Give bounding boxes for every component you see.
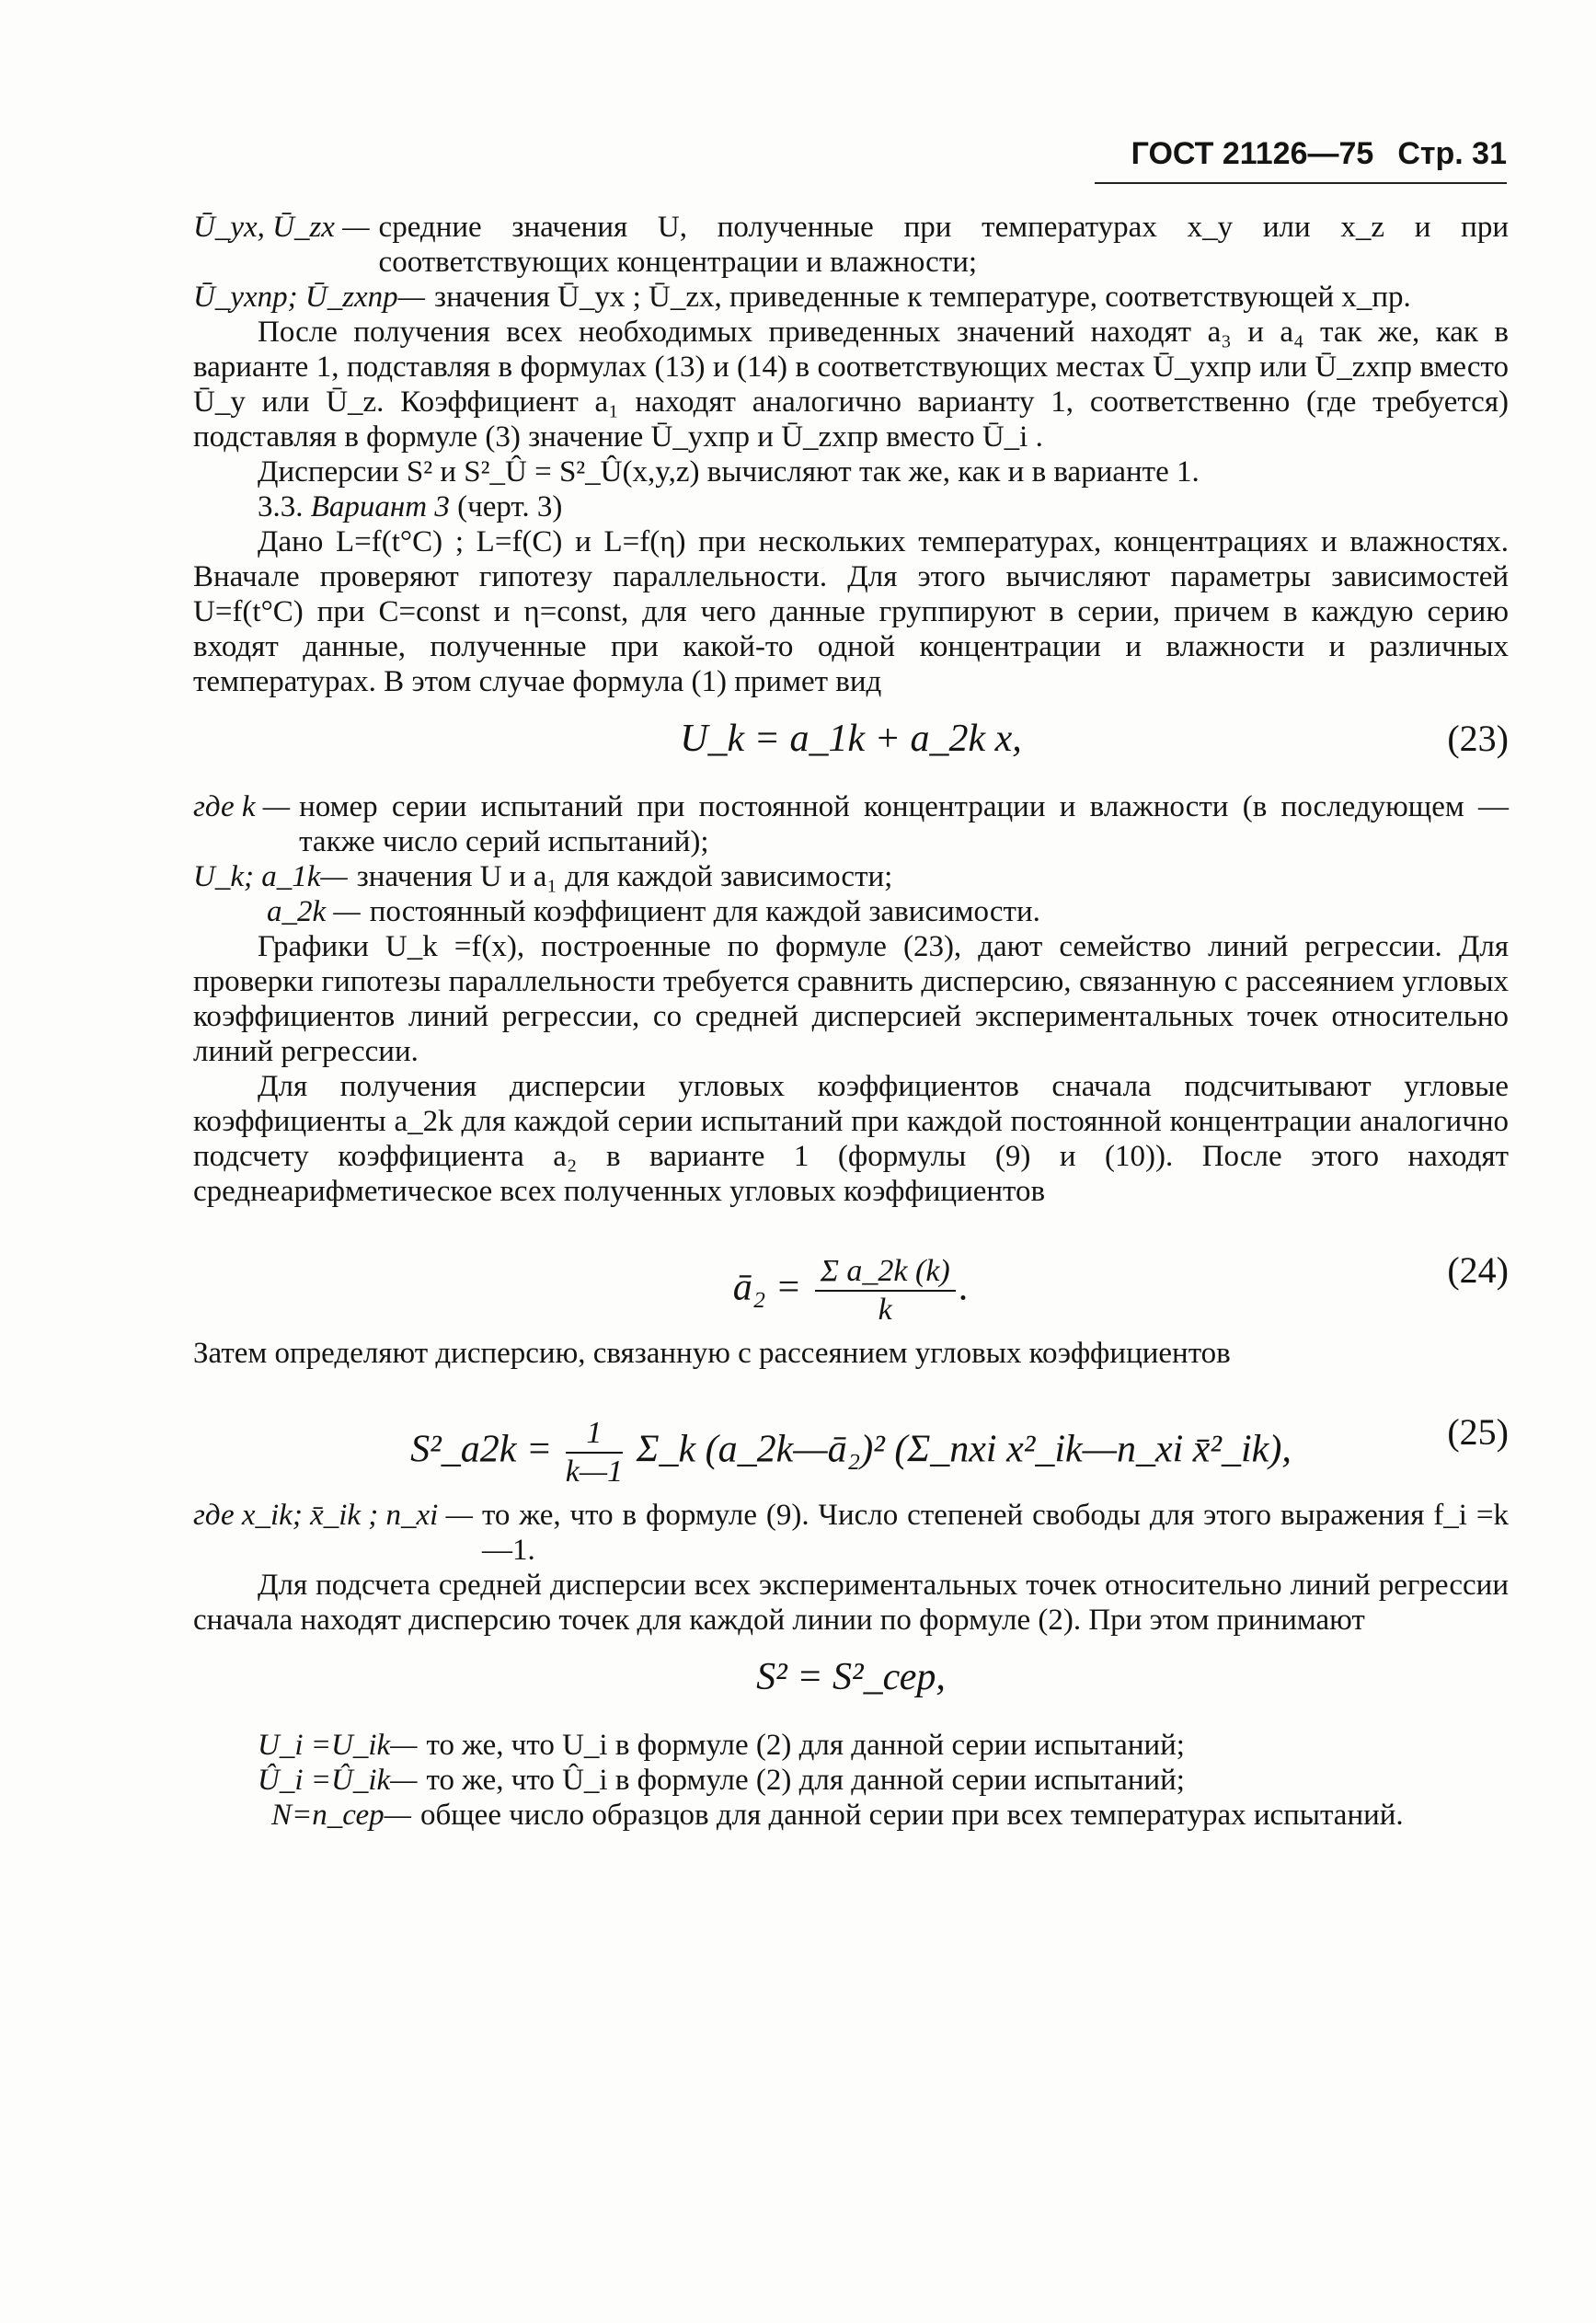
where-text: номер серии испытаний при постоянной концентрации и влажности (в последующем — также число серий испытаний);	[299, 790, 1509, 858]
paragraph: Для подсчета средней дисперсии всех экспериментальных точек относительно линий регрессии сначала находят дисперсию точек для каждой линии по формуле (2). При этом принимают	[193, 1569, 1509, 1637]
where-text: значения U и a₁ для каждой зависимости;	[356, 860, 893, 893]
section-title: Вариант 3	[310, 490, 450, 523]
equation-24	[193, 1222, 1509, 1327]
where-text: то же, что Û_i в формуле (2) для данной серии испытаний;	[426, 1764, 1185, 1797]
fraction-denominator: k	[878, 1293, 892, 1327]
equation-left: S²_a2k =	[410, 1428, 553, 1471]
page-header	[1095, 136, 1507, 172]
where-label: Û_i =Û_ik—	[258, 1764, 418, 1797]
equation-23	[193, 712, 1509, 776]
where-item	[193, 789, 1509, 859]
where-item	[193, 1763, 1509, 1798]
where-text: общее число образцов для данной серии при всех температурах испытаний.	[419, 1799, 1404, 1832]
equation-number: (24)	[1447, 1249, 1509, 1291]
equation-left: ā₂ =	[732, 1266, 802, 1309]
paragraph: После получения всех необходимых приведенных значений находят a₃ и a₄ так же, как в варианте 1, подставляя в формулах (13) и (14) в соответствующих местах Ū_yxпр или Ū_zxпр вместо Ū_y или Ū_z. Коэффициент a₁ находят аналогично варианту 1, соответственно (где требуется) подставляя в формуле (3) значение Ū_yxпр и Ū_zxпр вместо Ū_i .	[193, 316, 1509, 454]
where-label: где k —	[193, 790, 291, 823]
definition-label: Ū_yx, Ū_zx —	[193, 211, 370, 244]
where-item	[193, 1498, 1509, 1568]
where-item	[193, 1798, 1509, 1833]
paragraph: Для получения дисперсии угловых коэффициентов сначала подсчитывают угловые коэффициенты a_2k для каждой серии испытаний при каждой постоянной концентрации аналогично подсчету коэффициента a₂ в варианте 1 (формулы (9) и (10)). После этого находят среднеарифметическое всех полученных угловых коэффициентов	[193, 1070, 1509, 1208]
fraction	[815, 1253, 956, 1328]
equation-25	[193, 1384, 1509, 1489]
equation-number: (23)	[1447, 718, 1509, 759]
definition-label: Ū_yxпр; Ū_zxпр—	[193, 281, 426, 314]
fraction	[566, 1415, 623, 1490]
section-reference: (черт. 3)	[457, 490, 563, 523]
fraction-numerator: 1	[566, 1415, 623, 1454]
section-heading	[193, 489, 1509, 524]
where-item	[193, 894, 1509, 929]
definition-uyx	[193, 210, 1509, 280]
where-label: где x_ik; x̄_ik ; n_xi —	[193, 1499, 473, 1532]
equation-body: S² = S²_сер,	[756, 1656, 946, 1698]
paragraph: Затем определяют дисперсию, связанную с рассеянием угловых коэффициентов	[193, 1337, 1231, 1370]
paragraph: Дано L=f(t°C) ; L=f(C) и L=f(η) при нескольких температурах, концентрациях и влажностях. Вначале проверяют гипотезу параллельности. Для этого вычисляют параметры зависимостей U=f(t°C) при C=const и η=const, для чего данные группируют в серии, причем в каждую серию входят данные, полученные при какой-то одной концентрации и влажности и различных температурах. В этом случае формула (1) примет вид	[193, 525, 1509, 698]
where-item	[193, 859, 1509, 894]
page-number: Стр. 31	[1397, 136, 1507, 171]
fraction-numerator: Σ a_2k (k)	[815, 1253, 956, 1292]
standard-number: ГОСТ 21126—75	[1131, 136, 1374, 171]
equation-body: U_k = a_1k + a_2k x,	[680, 718, 1022, 760]
equation-body: ā₂ = $\frac{\text{Σ a\_2k (k)}}{k}$ .	[732, 1254, 970, 1327]
where-item	[193, 1728, 1509, 1763]
document-body	[193, 210, 1509, 1833]
header-rule	[1095, 182, 1507, 184]
where-label: U_k; a_1k—	[193, 860, 348, 893]
where-text: то же, что в формуле (9). Число степеней свободы для этого выражения f_i =k—1.	[481, 1499, 1509, 1567]
where-text: постоянный коэффициент для каждой зависимости.	[369, 895, 1040, 928]
paragraph: Дисперсии S² и S²_Û = S²_Û(x,y,z) вычисляют так же, как и в варианте 1.	[258, 455, 1200, 489]
section-number: 3.3.	[258, 490, 304, 523]
where-label: U_i =U_ik—	[258, 1729, 418, 1762]
where-label: a_2k —	[267, 895, 361, 928]
definition-text: значения Ū_yx ; Ū_zx, приведенные к температуре, соответствующей x_пр.	[434, 281, 1411, 314]
where-label: N=n_сер—	[271, 1799, 411, 1832]
equation-number: (25)	[1447, 1411, 1509, 1453]
fraction-denominator: k—1	[565, 1455, 624, 1489]
equation-26	[193, 1650, 1509, 1715]
where-text: то же, что U_i в формуле (2) для данной серии испытаний;	[426, 1729, 1185, 1762]
definition-text: средние значения U, полученные при температурах x_y или x_z и при соответствующих концентрации и влажности;	[378, 211, 1509, 279]
equation-right: Σ_k (a_2k—ā₂)² (Σ_nxi x²_ik—n_xi x̄²_ik),	[636, 1428, 1292, 1471]
definition-uyxpr	[193, 280, 1509, 315]
equation-body	[193, 1411, 1509, 1490]
paragraph: Графики U_k =f(x), построенные по формуле (23), дают семейство линий регрессии. Для проверки гипотезы параллельности требуется сравнить дисперсию, связанную с рассеянием угловых коэффициентов линий регрессии, со средней дисперсией экспериментальных точек относительно линий регрессии.	[193, 930, 1509, 1068]
